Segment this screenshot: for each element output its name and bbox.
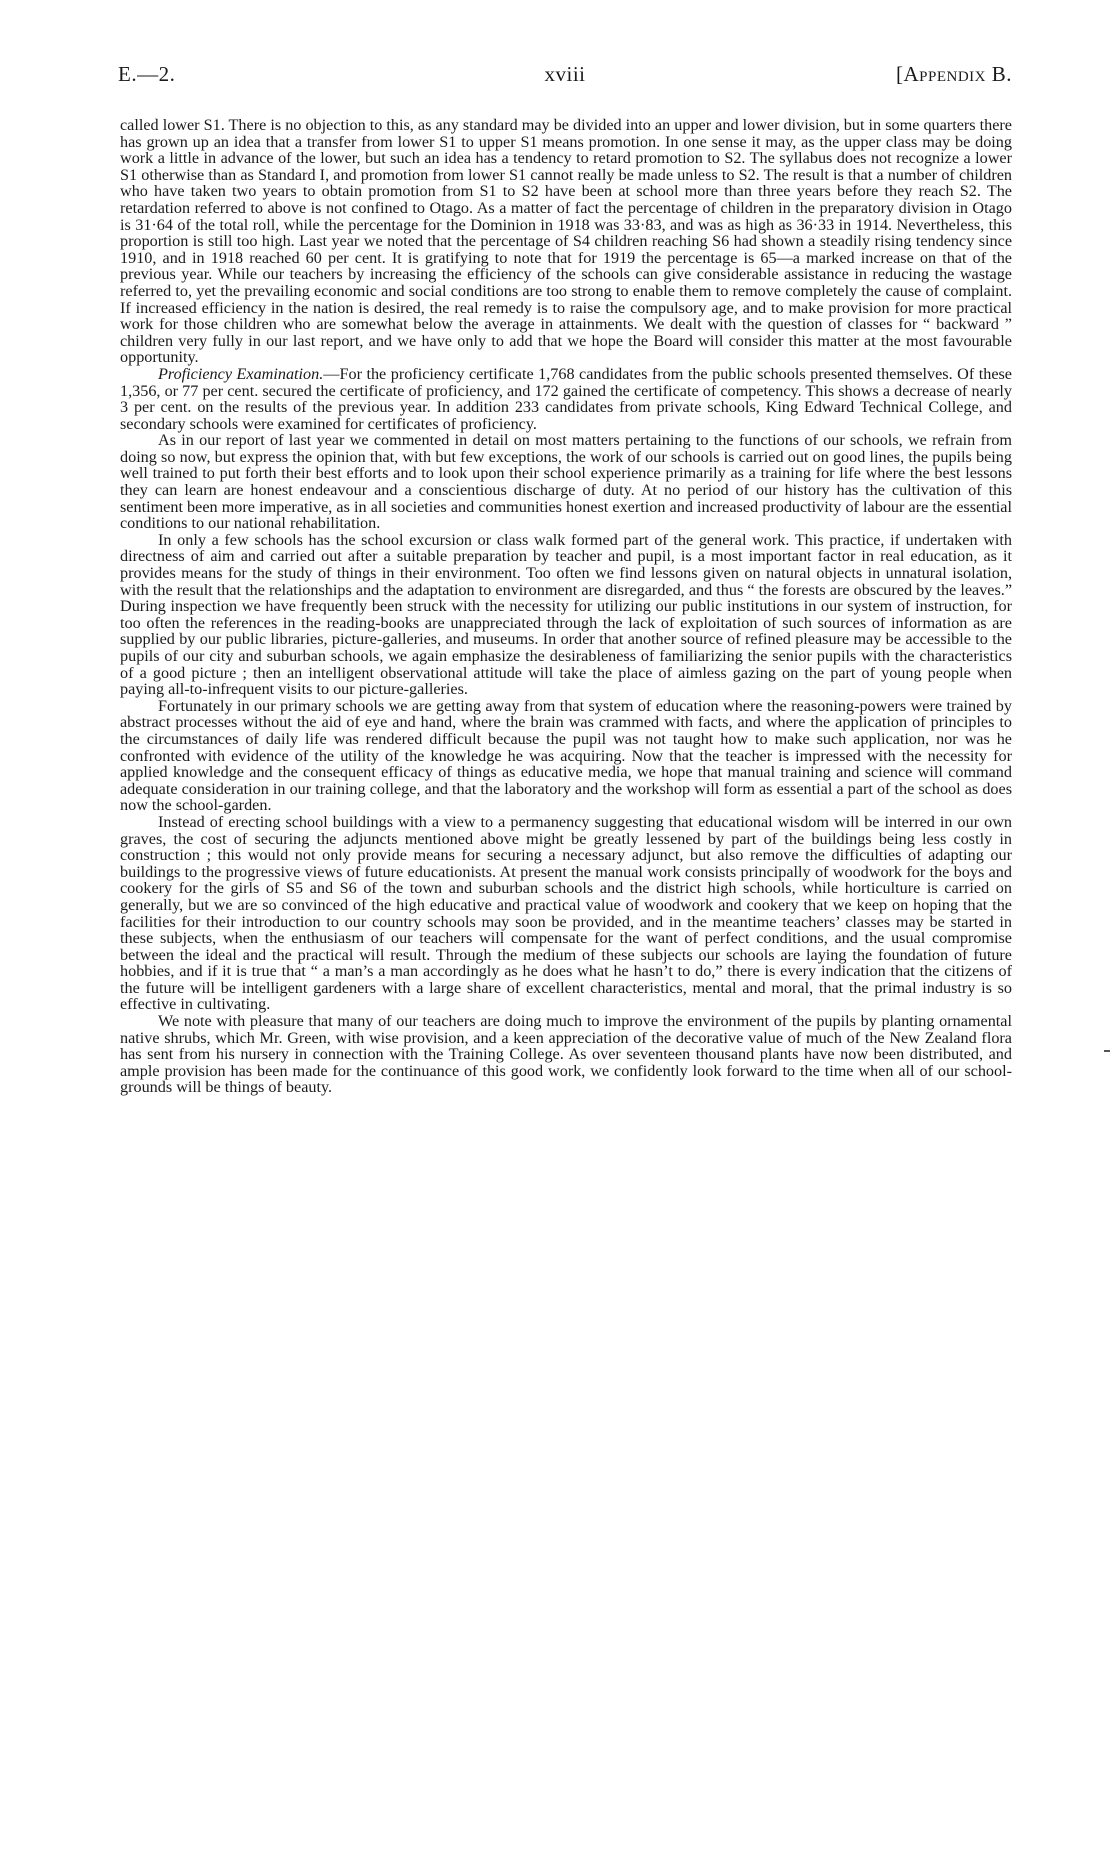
page-header	[118, 62, 1012, 98]
paragraph-6	[120, 814, 1012, 1013]
header-appendix-label: [Appendix B.	[895, 62, 1012, 86]
paragraph-3-text: As in our report of last year we commented in detail on most matters pertaining to the functions of our schools, we refrain from doing so now, but express the opinion that, with but few exceptions, the work of our schools is carried out on good lines, the pupils being well trained to put forth their best efforts and to look upon their school experience primarily as a training for life where the best lessons they can learn are honest endeavour and a conscientious discharge of duty. At no period of our history has the cultivation of this sentiment been more imperative, as in all societies and communities honest exertion and increased productivity of labour are the essential conditions to our national rehabilitation.	[120, 431, 1012, 533]
paragraph-1	[120, 117, 1012, 366]
paragraph-1-text: called lower S1. There is no objection to this, as any standard may be divided into an upper and lower division, but in some quarters there has grown up an idea that a transfer from lower S1 to upper S1 means promotion. In one sense it may, as the upper class may be doing work a little in advance of the lower, but such an idea has a tendency to retard promotion to S2. The syllabus does not recognize a lower S1 otherwise than as Standard I, and promotion from lower S1 cannot really be made unless to S2. The result is that a number of children who have taken two years to obtain promotion from S1 to S2 have been at school more than three years before they reach S2. The retardation referred to above is not confined to Otago. As a matter of fact the percentage of children in the preparatory division in Otago is 31·64 of the total roll, while the percentage for the Dominion in 1918 was 33·83, and was as high as 36·33 in 1914. Nevertheless, this proportion is still too high. Last year we noted that the percentage of S4 children reaching S6 had shown a steadily rising tendency since 1910, and in 1918 reached 60 per cent. It is gratifying to note that for 1919 the percentage is 65—a marked increase on that of the previous year. While our teachers by increasing the efficiency of the schools can give considerable assistance in reducing the wastage referred to, yet the prevailing economic and social conditions are too strong to enable them to remove completely the cause of complaint. If increased efficiency in the nation is desired, the real remedy is to raise the compulsory age, and to make provision for more practical work for those children who are somewhat below the average in attainments. We dealt with the question of classes for “ backward ” children very fully in our last report, and we have only to add that we hope the Board will consider this matter at the most favourable opportunity.	[120, 116, 1012, 367]
paragraph-4	[120, 532, 1012, 698]
header-document-code: E.—2.	[118, 62, 176, 86]
body-text	[120, 117, 1012, 1096]
margin-mark	[1104, 1050, 1110, 1052]
paragraph-2-lead: Proficiency Examination.	[158, 364, 324, 383]
paragraph-2	[120, 366, 1012, 432]
paragraph-2-text: —For the proficiency certificate 1,768 candidates from the public schools presented themselves. Of these 1,356, or 77 per cent. secured the certificate of proficiency, and 172 gained the certificate of competency. This shows a decrease of nearly 3 per cent. on the results of the previous year. In addition 233 candidates from private schools, King Edward Technical College, and secondary schools were examined for certificates of proficiency.	[120, 364, 1012, 433]
header-page-number: xviii	[544, 62, 586, 86]
paragraph-4-text: In only a few schools has the school excursion or class walk formed part of the general work. This practice, if undertaken with directness of aim and carried out after a suitable preparation by teacher and pupil, is a most important factor in real education, as it provides means for the study of things in their environment. Too often we find lessons given on natural objects in unnatural isolation, with the result that the relationships and the adaptation to environment are disregarded, and thus “ the forests are obscured by the leaves.” During inspection we have frequently been struck with the necessity for utilizing our public institutions in our system of instruction, for too often the references in the reading-books are unappreciated through the lack of exploitation of such sources of information as are supplied by our public libraries, picture-galleries, and museums. In order that another source of refined pleasure may be accessible to the pupils of our city and suburban schools, we again emphasize the desirableness of familiarizing the senior pupils with the characteristics of a good picture ; then an intelligent observational attitude will take the place of aimless gazing on the part of young people when paying all-to-infrequent visits to our picture-galleries.	[120, 530, 1012, 699]
paragraph-3	[120, 432, 1012, 532]
paragraph-5-text: Fortunately in our primary schools we are getting away from that system of education where the reasoning-powers were trained by abstract processes without the aid of eye and hand, where the brain was crammed with facts, and where the application of principles to the circumstances of daily life was rendered difficult because the pupil was not taught how to make such application, nor was he confronted with evidence of the utility of the knowledge he was acquiring. Now that the teacher is impressed with the necessity for applied knowledge and the consequent efficacy of things as educative media, we hope that manual training and science will command adequate consideration in our training college, and that the laboratory and the workshop will form as essential a part of the school as does now the school-garden.	[120, 696, 1012, 815]
paragraph-7	[120, 1013, 1012, 1096]
paragraph-6-text: Instead of erecting school buildings with a view to a permanency suggesting that educational wisdom will be interred in our own graves, the cost of securing the adjuncts mentioned above might be greatly lessened by part of the buildings being less costly in construction ; this would not only provide means for securing a necessary adjunct, but also remove the difficulties of adapting our buildings to the progressive views of future educationists. At present the manual work consists principally of woodwork for the boys and cookery for the girls of S5 and S6 of the town and suburban schools and the district high schools, while horticulture is carried on generally, but we are so convinced of the high educative and practical value of woodwork and cookery that we keep on hoping that the facilities for their introduction to our country schools may soon be provided, and in the meantime teachers’ classes may be started in these subjects, when the enthusiasm of our teachers will compensate for the want of perfect conditions, and the usual compromise between the ideal and the practical will result. Through the medium of these subjects our schools are laying the foundation of future hobbies, and if it is true that “ a man’s a man accordingly as he does what he hasn’t to do,” there is every indication that the citizens of the future will be intelligent gardeners with a large share of excellent characteristics, mental and moral, that the primal industry is so effective in cultivating.	[120, 812, 1012, 1014]
paragraph-5	[120, 698, 1012, 814]
paragraph-7-text: We note with pleasure that many of our teachers are doing much to improve the environment of the pupils by planting ornamental native shrubs, which Mr. Green, with wise provision, and a keen appreciation of the decorative value of much of the New Zealand flora has sent from his nursery in connection with the Training College. As over seventeen thousand plants have now been distributed, and ample provision has been made for the continuance of this good work, we confidently look forward to the time when all of our school-grounds will be things of beauty.	[120, 1012, 1012, 1097]
